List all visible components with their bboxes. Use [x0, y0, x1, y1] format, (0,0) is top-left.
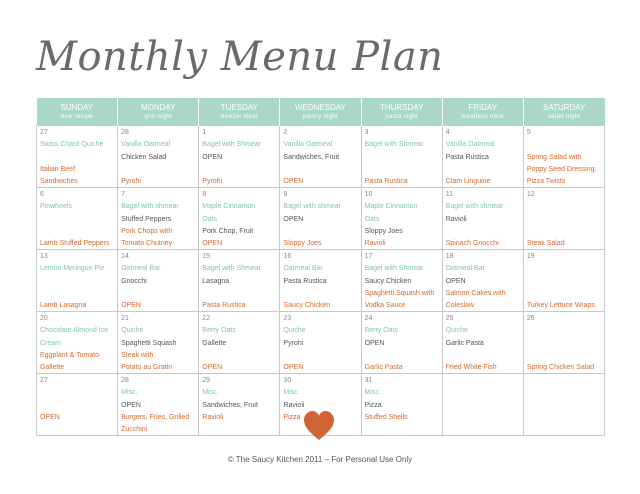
- day-cell: [37, 250, 118, 312]
- week-row: [37, 188, 605, 250]
- lunch-item: Ravioli: [445, 215, 467, 223]
- empty-line: [40, 387, 114, 399]
- day-cell: [361, 126, 442, 188]
- dinner-item: Pork Chops with: [121, 227, 173, 235]
- day-cell: [523, 250, 604, 312]
- lunch-item: Stuffed Peppers: [121, 215, 172, 223]
- dinner-item: Sloppy Joes: [283, 240, 322, 248]
- day-cell-content: [362, 312, 442, 373]
- breakfast-item: Maple Cinnamon: [202, 203, 256, 211]
- day-number: 26: [526, 315, 535, 322]
- day-cell-content: [37, 374, 117, 435]
- day-theme: salad night: [548, 113, 581, 120]
- day-cell: [361, 312, 442, 374]
- dinner-item: Ravioli: [364, 240, 386, 248]
- day-number: 27: [40, 377, 48, 384]
- empty-line: [365, 164, 439, 176]
- breakfast-item: Oats: [364, 215, 380, 223]
- dinner-item: Saucy Chicken: [283, 302, 331, 310]
- day-cell: [280, 188, 361, 250]
- empty-line: [527, 263, 601, 275]
- day-cell-content: [199, 312, 279, 373]
- day-number: 16: [283, 253, 292, 260]
- header-monday: [118, 98, 199, 126]
- empty-line: [202, 288, 276, 300]
- empty-line: [40, 152, 114, 164]
- day-number: 3: [364, 129, 369, 136]
- empty-line: [527, 139, 601, 151]
- empty-line: [527, 201, 601, 213]
- breakfast-item: Vanilla Oatmeal: [445, 141, 495, 149]
- dinner-item: Poppy Seed Dressing,: [526, 165, 597, 173]
- empty-line: [527, 276, 601, 288]
- lunch-item: Garlic Pasta: [445, 339, 484, 347]
- lunch-item: Gnocchi: [121, 277, 147, 285]
- breakfast-item: Misc.: [202, 389, 219, 397]
- day-cell-content: [199, 188, 279, 249]
- breakfast-item: Misc.: [364, 389, 381, 397]
- empty-line: [40, 424, 114, 435]
- menu-calendar: [36, 98, 605, 436]
- day-cell: [199, 188, 280, 250]
- dinner-item: Pizza Twists: [526, 178, 566, 186]
- day-cell: [37, 374, 118, 436]
- breakfast-item: Maple Cinnamon: [364, 203, 418, 211]
- dinner-item: OPEN: [40, 413, 60, 421]
- dinner-item: Zucchini: [121, 426, 148, 434]
- day-cell: [280, 126, 361, 188]
- dinner-item: Eggplant & Tomato: [40, 351, 100, 359]
- day-number: 24: [364, 315, 373, 322]
- day-cell-content: [443, 312, 523, 373]
- day-number: 7: [121, 191, 126, 198]
- week-row: [37, 126, 605, 188]
- day-number: 4: [445, 129, 450, 136]
- dinner-item: OPEN: [121, 302, 141, 310]
- day-cell-content: [37, 312, 117, 373]
- breakfast-item: Bagel with Shmear: [202, 265, 262, 273]
- empty-line: [365, 350, 439, 362]
- day-cell-content: [118, 374, 198, 435]
- day-number: 28: [121, 129, 129, 136]
- day-cell: [523, 312, 604, 374]
- dinner-item: Tomato Chutney: [121, 240, 173, 248]
- day-cell-content: [280, 126, 360, 187]
- lunch-item: Pyrohi: [283, 339, 304, 347]
- day-cell: [199, 126, 280, 188]
- breakfast-item: Bagel with shmear: [283, 203, 342, 211]
- empty-line: [446, 226, 520, 238]
- day-number: 23: [283, 315, 292, 322]
- dinner-item: Pyrohi: [202, 178, 223, 186]
- day-cell: [37, 312, 118, 374]
- day-cell: [442, 250, 523, 312]
- header-sunday: [37, 98, 118, 126]
- dinner-item: Sandwiches: [40, 178, 78, 186]
- breakfast-item: Chocolate Almond Ice: [40, 327, 109, 335]
- day-number: 2: [283, 129, 288, 136]
- empty-line: [202, 424, 276, 435]
- breakfast-item: Bagel with Shmear: [364, 265, 424, 273]
- breakfast-item: Swiss Chard Quiche: [40, 141, 104, 149]
- dinner-item: Spring Chicken Salad: [526, 364, 595, 372]
- lunch-item: OPEN: [202, 153, 223, 161]
- empty-line: [527, 338, 601, 350]
- day-number: 22: [202, 315, 211, 322]
- empty-line: [283, 226, 357, 238]
- dinner-item: Coleslaw: [445, 302, 475, 310]
- dinner-item: Steak Salad: [526, 240, 565, 248]
- day-cell-content: [199, 374, 279, 435]
- breakfast-item: Oatmeal Bar: [121, 265, 161, 273]
- breakfast-item: Quiche: [283, 327, 306, 335]
- breakfast-item: Quiche: [121, 327, 144, 335]
- empty-line: [527, 325, 601, 337]
- day-cell-content: [443, 126, 523, 187]
- day-cell-content: [280, 188, 360, 249]
- lunch-item: Pork Chop, Fruit: [202, 227, 254, 235]
- empty-line: [283, 164, 357, 176]
- day-cell: [118, 126, 199, 188]
- dinner-item: Stuffed Shells: [364, 413, 408, 421]
- dinner-item: OPEN: [202, 240, 223, 248]
- dinner-item: Potato au Gratin: [121, 364, 173, 372]
- day-number: 13: [40, 253, 48, 260]
- day-number: 27: [40, 129, 48, 136]
- empty-line: [40, 400, 114, 412]
- dinner-item: Italian Beef: [40, 165, 76, 173]
- day-cell-content: [362, 188, 442, 249]
- lunch-item: Pasta Rustica: [283, 277, 327, 285]
- day-number: 5: [526, 129, 531, 136]
- day-number: 14: [121, 253, 129, 260]
- day-cell-content: [280, 312, 360, 373]
- lunch-item: OPEN: [364, 339, 385, 347]
- day-cell: [118, 188, 199, 250]
- day-number: 31: [364, 377, 373, 384]
- breakfast-item: Berry Oats: [364, 327, 399, 335]
- lunch-item: Lasagna: [202, 277, 230, 285]
- day-number: 9: [283, 191, 288, 198]
- breakfast-item: Vanilla Oatmeal: [121, 141, 171, 149]
- empty-line: [365, 152, 439, 164]
- day-theme: freezer meal: [220, 113, 258, 120]
- day-cell: [118, 374, 199, 436]
- breakfast-item: Quiche: [445, 327, 468, 335]
- empty-line: [202, 164, 276, 176]
- header-thursday: [361, 98, 442, 126]
- day-name: MONDAY: [140, 102, 176, 112]
- day-number: 30: [283, 377, 292, 384]
- breakfast-item: Lemon Meringue Pie: [40, 265, 105, 273]
- dinner-item: Turkey Lettuce Wraps: [526, 302, 595, 310]
- day-number: 18: [445, 253, 454, 260]
- day-cell: [442, 374, 523, 436]
- week-row: [37, 250, 605, 312]
- dinner-item: OPEN: [283, 178, 304, 186]
- lunch-item: OPEN: [445, 277, 466, 285]
- dinner-item: OPEN: [202, 364, 223, 372]
- day-number: 12: [526, 191, 535, 198]
- empty-line: [283, 288, 357, 300]
- day-cell: [442, 126, 523, 188]
- day-theme: meatless meal: [461, 113, 505, 120]
- lunch-item: OPEN: [121, 401, 141, 409]
- empty-line: [527, 226, 601, 238]
- empty-line: [283, 350, 357, 362]
- day-cell-content: [362, 126, 442, 187]
- dinner-item: Clam Linguine: [445, 178, 491, 186]
- copyright-footer: © The Saucy Kitchen 2011 – For Personal Use Only: [227, 455, 413, 464]
- lunch-item: Sloppy Joes: [364, 227, 403, 235]
- day-theme: new recipe: [60, 113, 93, 120]
- breakfast-item: Oatmeal Bar: [445, 265, 485, 273]
- weekday-header-row: [37, 98, 605, 126]
- day-cell-content: [199, 126, 279, 187]
- header-tuesday: [199, 98, 280, 126]
- day-cell-content: [524, 188, 604, 249]
- empty-line: [40, 288, 114, 300]
- dinner-item: Pasta Rustica: [202, 302, 246, 310]
- day-number: 20: [40, 315, 48, 322]
- day-theme: pantry night: [303, 113, 338, 120]
- day-theme: grill night: [144, 113, 172, 120]
- day-cell-content: [524, 312, 604, 373]
- day-cell: [37, 188, 118, 250]
- day-number: 1: [202, 129, 207, 136]
- day-cell: [37, 126, 118, 188]
- breakfast-item: Oatmeal Bar: [283, 265, 323, 273]
- day-name: FRIDAY: [468, 102, 498, 112]
- empty-line: [202, 350, 276, 362]
- dinner-item: Pyrohi: [121, 178, 141, 186]
- dinner-item: Salmon Cakes with: [445, 289, 506, 297]
- day-number: 8: [202, 191, 207, 198]
- day-cell-content: [37, 250, 117, 311]
- dinner-item: Lamb Stuffed Peppers: [40, 240, 110, 248]
- day-number: 17: [364, 253, 373, 260]
- dinner-item: Steak with: [121, 351, 154, 359]
- breakfast-item: Bagel with shmear: [121, 203, 179, 211]
- day-cell: [523, 126, 604, 188]
- header-saturday: [523, 98, 604, 126]
- dinner-item: OPEN: [283, 364, 304, 372]
- breakfast-item: Misc.: [283, 389, 300, 397]
- header-wednesday: [280, 98, 361, 126]
- breakfast-item: Pinwheels: [40, 203, 72, 211]
- day-number: [527, 375, 601, 387]
- day-cell-content: [199, 250, 279, 311]
- lunch-item: Sandwiches, Fruit: [202, 401, 258, 409]
- lunch-item: Sandwiches, Fruit: [283, 153, 340, 161]
- day-name: TUESDAY: [220, 102, 258, 112]
- day-number: 6: [40, 191, 44, 198]
- dinner-item: Spinach Gnocchi: [445, 240, 499, 248]
- day-cell: [361, 250, 442, 312]
- lunch-item: Saucy Chicken: [364, 277, 412, 285]
- dinner-item: Fried White Fish: [445, 364, 497, 372]
- day-name: THURSDAY: [379, 102, 424, 112]
- empty-line: [121, 288, 195, 300]
- day-cell-content: [524, 126, 604, 187]
- day-number: 15: [202, 253, 211, 260]
- dinner-item: Gallette: [40, 364, 65, 372]
- lunch-item: Ravioli: [283, 401, 305, 409]
- empty-line: [40, 214, 114, 226]
- empty-line: [446, 350, 520, 362]
- empty-line: [121, 164, 195, 176]
- day-number: 11: [445, 191, 453, 198]
- dinner-item: Spring Salad with: [526, 153, 582, 161]
- day-number: 19: [526, 253, 535, 260]
- day-name: WEDNESDAY: [295, 102, 346, 112]
- breakfast-item: Berry Oats: [202, 327, 236, 335]
- dinner-item: Pasta Rustica: [364, 178, 408, 186]
- day-cell-content: [118, 188, 198, 249]
- day-cell-content: [37, 126, 117, 187]
- breakfast-item: Bagel with Shmear: [202, 141, 262, 149]
- breakfast-item: Vanilla Oatmeal: [283, 141, 333, 149]
- empty-line: [40, 276, 114, 288]
- empty-line: [527, 214, 601, 226]
- day-number: 25: [445, 315, 454, 322]
- day-cell-content: [118, 126, 198, 187]
- breakfast-item: Bagel with shmear: [445, 203, 504, 211]
- dinner-item: Pizza: [283, 413, 301, 421]
- day-cell-content: [362, 250, 442, 311]
- dinner-item: Vodka Sauce: [364, 302, 406, 310]
- dinner-item: Spaghetti Squash with: [364, 289, 435, 297]
- day-cell-content: [118, 312, 198, 373]
- day-number: 21: [121, 315, 129, 322]
- empty-line: [446, 164, 520, 176]
- day-cell-content: [280, 250, 360, 311]
- day-number: 10: [364, 191, 373, 198]
- day-name: SATURDAY: [542, 102, 586, 112]
- header-friday: [442, 98, 523, 126]
- lunch-item: Pizza: [364, 401, 382, 409]
- day-theme: pasta night: [385, 113, 418, 120]
- heart-icon: [302, 409, 336, 443]
- lunch-item: OPEN: [283, 215, 304, 223]
- day-cell: [280, 250, 361, 312]
- day-name: SUNDAY: [60, 102, 94, 112]
- dinner-item: Ravioli: [202, 413, 224, 421]
- day-cell: [361, 188, 442, 250]
- day-number: [446, 375, 520, 387]
- day-cell: [199, 250, 280, 312]
- dinner-item: Lamb Lasagna: [40, 302, 87, 310]
- lunch-item: Gallette: [202, 339, 227, 347]
- day-number: 29: [202, 377, 211, 384]
- day-cell: [523, 188, 604, 250]
- empty-line: [527, 350, 601, 362]
- week-row: [37, 312, 605, 374]
- day-cell: [442, 312, 523, 374]
- breakfast-item: Misc.: [121, 389, 138, 397]
- day-cell-content: [37, 188, 117, 249]
- lunch-item: Pasta Rustica: [445, 153, 489, 161]
- day-cell-content: [443, 250, 523, 311]
- lunch-item: Chicken Salad: [121, 153, 167, 161]
- day-cell: [280, 312, 361, 374]
- day-cell-content: [118, 250, 198, 311]
- day-cell: [361, 374, 442, 436]
- page-title: Monthly Menu Plan: [36, 34, 444, 80]
- day-cell-content: [443, 374, 523, 435]
- empty-line: [365, 424, 439, 435]
- calendar-body: [37, 126, 605, 436]
- day-cell: [118, 250, 199, 312]
- breakfast-item: Oats: [202, 215, 218, 223]
- empty-line: [527, 288, 601, 300]
- dinner-item: Garlic Pasta: [364, 364, 403, 372]
- day-cell-content: [443, 188, 523, 249]
- day-cell-content: [524, 250, 604, 311]
- empty-line: [40, 226, 114, 238]
- day-cell-content: [524, 374, 604, 435]
- breakfast-item: Cream: [40, 339, 62, 347]
- day-cell: [523, 374, 604, 436]
- day-cell-content: [362, 374, 442, 435]
- day-number: 28: [121, 377, 129, 384]
- dinner-item: Burgers, Fries, Grilled: [121, 413, 190, 421]
- day-cell: [199, 374, 280, 436]
- breakfast-item: Bagel with Shmear: [364, 141, 424, 149]
- day-cell: [199, 312, 280, 374]
- day-cell: [442, 188, 523, 250]
- day-cell: [118, 312, 199, 374]
- lunch-item: Spaghetti Squash: [121, 339, 177, 347]
